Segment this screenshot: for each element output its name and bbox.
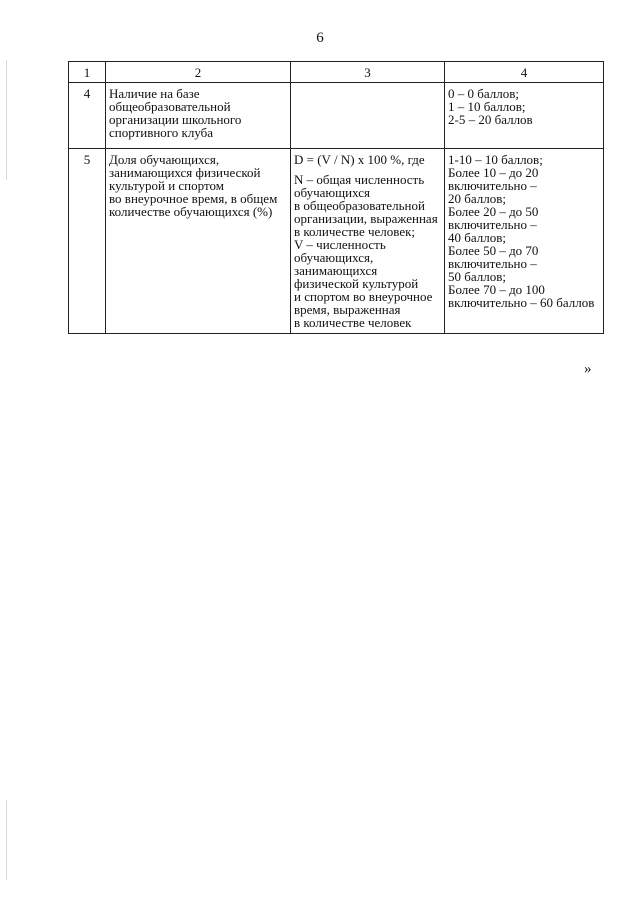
scan-edge-mark [6, 800, 7, 880]
header-cell-2: 2 [106, 62, 291, 83]
text-line: в количестве человек; [294, 224, 416, 239]
text-line: включительно – [448, 256, 537, 271]
text-line: 20 баллов; [448, 191, 506, 206]
formula-text: D = (V / N) x 100 %, где [294, 152, 425, 167]
text-line: общеобразовательной [109, 99, 231, 114]
text-line: 0 – 0 баллов; [448, 86, 519, 101]
calculation-method [291, 149, 445, 334]
text-line: и спортом во внеурочное [294, 289, 433, 304]
text-line: культурой и спортом [109, 178, 224, 193]
table-row [69, 149, 604, 334]
header-cell-4: 4 [445, 62, 604, 83]
text-line: занимающихся физической [109, 165, 261, 180]
closing-quote-mark: » [584, 361, 592, 377]
row-number: 5 [69, 149, 106, 334]
text-line: N – общая численность [294, 172, 425, 187]
text-line: время, выраженная [294, 302, 401, 317]
text-line: в количестве человек [294, 315, 412, 330]
calculation-method [291, 83, 445, 149]
text-line: Наличие на базе [109, 86, 200, 101]
header-cell-1: 1 [69, 62, 106, 83]
text-line: 50 баллов; [448, 269, 506, 284]
score-scale [445, 83, 604, 149]
table-header-row [69, 62, 604, 83]
text-line: Доля обучающихся, [109, 152, 220, 167]
criterion-name [106, 149, 291, 334]
text-line: обучающихся [294, 185, 370, 200]
text-line: занимающихся [294, 263, 378, 278]
text-line: включительно – 60 баллов [448, 295, 595, 310]
text-line: количестве обучающихся (%) [109, 204, 273, 219]
text-line: Более 20 – до 50 [448, 204, 539, 219]
table-row [69, 83, 604, 149]
header-cell-3: 3 [291, 62, 445, 83]
criterion-name [106, 83, 291, 149]
text-line: организации школьного [109, 112, 242, 127]
text-line: 2-5 – 20 баллов [448, 112, 533, 127]
text-line: Более 10 – до 20 [448, 165, 539, 180]
text-line: 1 – 10 баллов; [448, 99, 526, 114]
text-line: V – численность [294, 237, 386, 252]
page-number: 6 [316, 30, 324, 46]
text-line: 1-10 – 10 баллов; [448, 152, 543, 167]
text-line: Более 70 – до 100 [448, 282, 545, 297]
text-line: включительно – [448, 217, 537, 232]
scan-edge-mark [6, 60, 7, 180]
text-line: в общеобразовательной [294, 198, 425, 213]
text-line: включительно – [448, 178, 537, 193]
row-number: 4 [69, 83, 106, 149]
text-line: спортивного клуба [109, 125, 214, 140]
text-line: Более 50 – до 70 [448, 243, 539, 258]
text-line: организации, выраженная [294, 211, 438, 226]
text-line: обучающихся, [294, 250, 374, 265]
text-line: 40 баллов; [448, 230, 506, 245]
criteria-table [68, 61, 604, 334]
text-line: физической культурой [294, 276, 419, 291]
text-line: во внеурочное время, в общем [109, 191, 278, 206]
score-scale [445, 149, 604, 334]
